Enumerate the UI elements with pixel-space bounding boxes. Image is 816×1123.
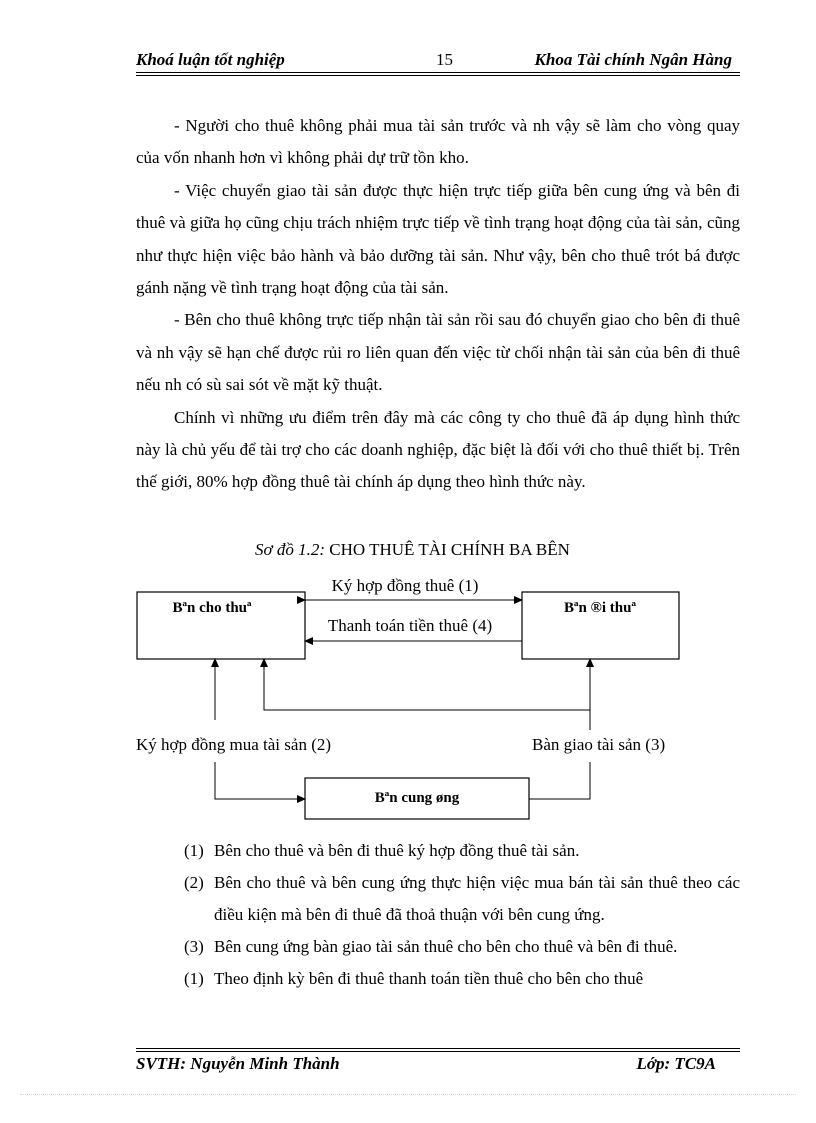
footer-class: Lớp: TC9A [636,1054,716,1073]
caption-label: Sơ đồ 1.2: [255,540,325,559]
body-text [136,110,740,499]
note-text: Bên cho thuê và bên đi thuê ký hợp đồng thuê tài sản. [214,841,580,860]
paragraph: - Người cho thuê không phải mua tài sản trước và nh vậy sẽ làm cho vòng quay của vốn nhanh hơn vì không phải dự trữ tồn kho. [136,116,740,168]
note-item [184,835,740,867]
note-item [184,963,740,995]
paragraph: - Việc chuyển giao tài sản được thực hiện trực tiếp giữa bên cung ứng và bên đi thuê và giữa họ cũng chịu trách nhiệm trực tiếp về tình trạng hoạt động của tài sản, cũng như thực hiện việc bảo hành và bảo dưỡng tài sản. Như vậy, bên cho thuê trót bá được gánh nặng về tình trạng hoạt động của tài sản. [136,180,740,298]
footer-student: SVTH: Nguyễn Minh Thành [136,1054,340,1073]
caption-title: CHO THUÊ TÀI CHÍNH BA BÊN [329,540,570,559]
note-number: (2) [184,873,204,892]
header-thesis-title: Khoá luận tốt nghiệp [136,50,285,69]
arrow-1-label: Ký hợp đồng thuê (1) [331,576,479,595]
lessee-label: Bªn ®i thuª [564,600,636,616]
note-number: (3) [184,937,204,956]
paragraph: Chính vì những ưu điểm trên đây mà các công ty cho thuê đã áp dụng hình thức này là chủ yếu để tài trợ cho các doanh nghiệp, đặc biệt là đối với cho thuê thiết bị. Trên thế giới, 80% hợp đồng thuê tài chính áp dụng theo hình thức này. [136,407,740,492]
diagram-caption [255,540,570,560]
note-text: Bên cung ứng bàn giao tài sản thuê cho bên cho thuê và bên đi thuê. [214,937,678,956]
note-number: (1) [184,841,204,860]
page-header [136,48,740,74]
line-supplier-handover [529,762,590,799]
note-number: (1) [184,969,204,988]
header-rule [136,72,740,73]
note-text: Bên cho thuê và bên cung ứng thực hiện việc mua bán tài sản thuê theo các điều kiện mà bên đi thuê đã thoả thuận với bên cung ứng. [214,873,740,924]
diagram-notes [184,835,740,995]
lessee-box [522,592,679,659]
footer-rule-thin [136,1051,740,1052]
arrow-4-label: Thanh toán tiền thuê (4) [327,616,493,635]
arrow-2-label: Ký hợp đồng mua tài sản (2) [136,735,332,754]
header-faculty: Khoa Tài chính Ngân Hàng [534,50,732,69]
note-text: Theo định kỳ bên đi thuê thanh toán tiền thuê cho bên cho thuê [214,969,644,988]
lessor-label: Bªn cho thuª [172,600,252,616]
paragraph: - Bên cho thuê không trực tiếp nhận tài sản rồi sau đó chuyển giao cho bên đi thuê và nh vậy sẽ hạn chế được rủi ro liên quan đến việc từ chối nhận tài sản của bên đi thuê nếu nh có sù sai sót về mặt kỹ thuật. [136,310,740,395]
lessor-box [137,592,305,659]
header-page-number: 15 [436,50,453,69]
page-edge-dots [20,1094,796,1095]
footer-rule [136,1048,740,1049]
arrow-purchase-down [215,762,305,799]
arrow-3-label: Bàn giao tài sản (3) [532,735,666,754]
header-rule-thin [136,75,740,76]
supplier-box [305,778,529,819]
supplier-label: Bªn cung øng [374,790,460,806]
note-item [184,867,740,931]
arrow-handover-to-lessor [264,659,590,730]
note-item [184,931,740,963]
